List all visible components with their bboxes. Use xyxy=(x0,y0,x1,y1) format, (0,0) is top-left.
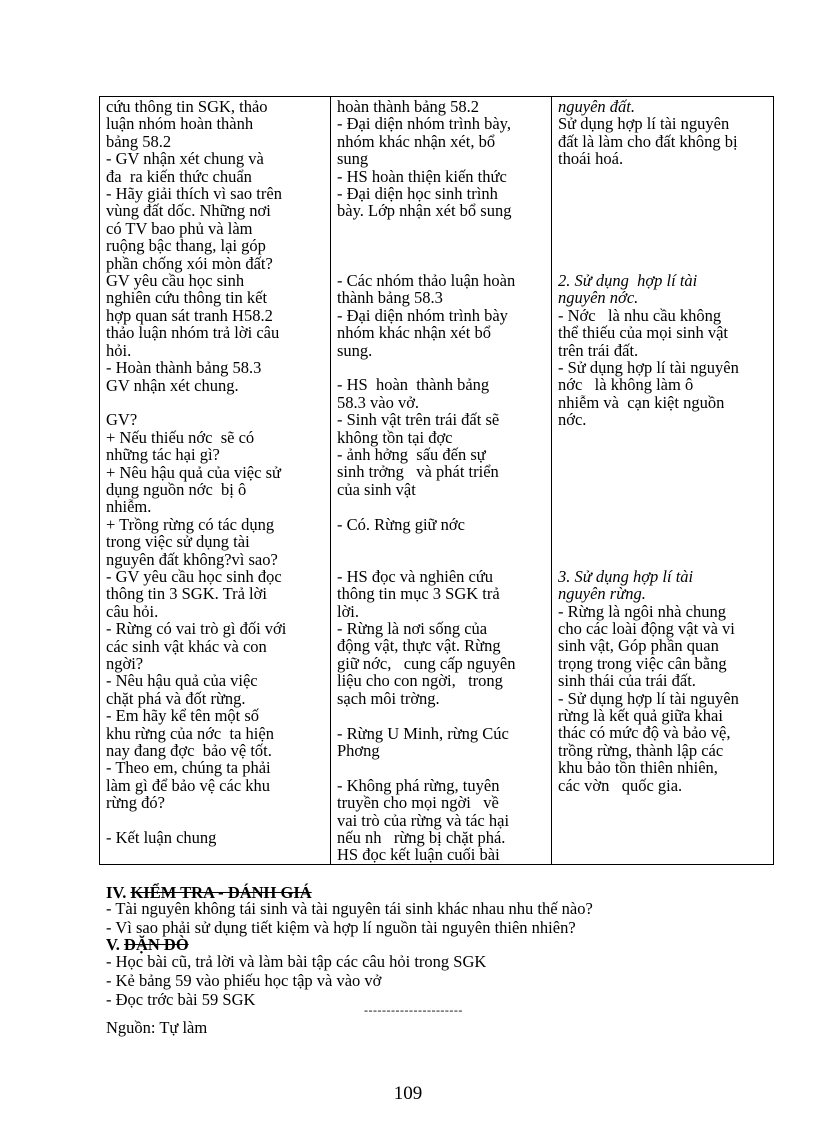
cell-text-line: - HS đọc và nghiên cứu xyxy=(337,566,494,586)
cell-text-line: - Em hãy kể tên một số xyxy=(106,706,260,726)
cell-text-line xyxy=(337,359,545,376)
cell-text-line: cứu thông tin SGK, thảo xyxy=(106,97,268,116)
cell-text-line xyxy=(337,220,545,237)
cell-text-line xyxy=(558,516,767,533)
cell-text-line: trọng trong việc cân bằng xyxy=(558,653,727,673)
section-5-line: - Học bài cũ, trả lời và làm bài tập các câu hỏi trong SGK xyxy=(106,952,487,971)
cell-text-line: + Trồng rừng có tác dụng xyxy=(106,514,275,534)
cell-text-line: - Đại diện nhóm trình bày xyxy=(337,305,508,325)
cell-text-line: chặt phá và đốt rừng. xyxy=(106,688,246,708)
cell-text-line xyxy=(558,429,767,446)
section-5-number: V. xyxy=(106,935,120,954)
cell-text-line xyxy=(558,202,767,219)
cell-text-line: cho các loài động vật và vi xyxy=(558,618,735,638)
cell-text-line: - Đại diện học sinh trình xyxy=(337,184,498,204)
cell-text-line: nguyên đất không?vì sao? xyxy=(106,549,278,569)
cell-text-line: rừng là kết quả giữa khai xyxy=(558,706,723,725)
cell-text-line xyxy=(106,812,324,829)
cell-text-line xyxy=(558,463,767,480)
cell-text-line: thảo luận nhóm trả lời câu xyxy=(106,323,280,343)
cell-text-line: GV yêu cầu học sinh xyxy=(106,271,245,291)
cell-text-line: + Nếu thiếu nớc sẽ có xyxy=(106,427,255,447)
page-number: 109 xyxy=(393,1083,423,1104)
cell-text-line: bảng 58.2 xyxy=(106,131,172,151)
cell-text-line: ngời? xyxy=(106,653,144,673)
table-row xyxy=(100,97,774,865)
cell-text-line: GV? xyxy=(106,410,138,430)
cell-text-line: GV nhận xét chung. xyxy=(106,375,239,395)
section-5-body xyxy=(106,952,486,1009)
cell-text-line: nếu nh rừng bị chặt phá. xyxy=(337,827,506,847)
cell-text-line: - Sử dụng hợp lí tài nguyên xyxy=(558,688,739,708)
source-note: Nguồn: Tự làm xyxy=(106,1018,208,1037)
cell-text-line: nhóm khác nhận xét, bổ xyxy=(337,131,496,151)
cell-text-line: nớc. xyxy=(558,410,587,430)
cell-text-line: đất là làm cho đất không bị xyxy=(558,131,738,151)
cell-text-line xyxy=(558,185,767,202)
cell-text-line xyxy=(558,168,767,185)
cell-text-line xyxy=(558,255,767,272)
cell-text-line: các vờn quốc gia. xyxy=(558,775,683,795)
cell-text-line: - GV yêu cầu học sinh đọc xyxy=(106,566,282,586)
cell-text-line: - Đại diện nhóm trình bày, xyxy=(337,114,511,134)
cell-text-line: - Kết luận chung xyxy=(106,828,217,848)
cell-text-line: nguyên nớc. xyxy=(558,288,639,308)
cell-text-line: thác có mức độ và bảo vệ, xyxy=(558,723,731,743)
cell-text-line: các sinh vật khác và con xyxy=(106,636,267,656)
cell-text-line: của sinh vật xyxy=(337,479,416,499)
cell-text-line: Phơng xyxy=(337,740,380,760)
cell-text-line: - Rừng là nơi sống của xyxy=(337,619,488,639)
section-4-title: KIỂM TRA - ĐÁNH GIÁ xyxy=(130,883,312,902)
cell-text-line: sinh trởng và phát triển xyxy=(337,462,499,482)
cell-text-line: nguyên rừng. xyxy=(558,584,646,604)
cell-text-line: - Sinh vật trên trái đất sẽ xyxy=(337,410,500,430)
cell-text-line: trên trái đất. xyxy=(558,340,639,360)
cell-text-line: giữ nớc, cung cấp nguyên xyxy=(337,653,516,673)
cell-text-line xyxy=(558,498,767,515)
section-4-line: - Tài nguyên không tái sinh và tài nguyên tái sinh khác nhau nhu thế nào? xyxy=(106,899,593,918)
cell-text-line: thông tin mục 3 SGK trả xyxy=(337,584,500,604)
cell-text-line xyxy=(337,255,545,272)
cell-text-line: rừng đó? xyxy=(106,793,165,813)
cell-text-line: hợp quan sát tranh H58.2 xyxy=(106,305,273,325)
cell-text-line: nhiễm và cạn kiệt nguồn xyxy=(558,392,725,412)
cell-text-line: - Rừng có vai trò gì đối với xyxy=(106,619,287,639)
cell-text-line xyxy=(558,550,767,567)
cell-text-line: nhiễm. xyxy=(106,497,152,517)
cell-text-line: trồng rừng, thành lập các xyxy=(558,740,724,760)
cell-text-line xyxy=(337,533,545,550)
cell-text-line: - Rừng U Minh, rừng Cúc xyxy=(337,723,509,743)
cell-text-line: - ảnh hởng sấu đến sự xyxy=(337,445,486,465)
cell-text-line: thành bảng 58.3 xyxy=(337,288,443,308)
cell-text-line: thoái hoá. xyxy=(558,149,624,169)
cell-text-line: - Nớc là nhu cầu không xyxy=(558,305,722,325)
cell-text-line: khu bảo tồn thiên nhiên, xyxy=(558,758,718,778)
cell-text-line: sinh vật, Góp phần quan xyxy=(558,636,719,656)
cell-text-line: thể thiếu của mọi sinh vật xyxy=(558,323,729,343)
cell-text-line: lời. xyxy=(337,601,360,621)
cell-text-line xyxy=(337,550,545,567)
cell-text-line: - Hoàn thành bảng 58.3 xyxy=(106,358,262,378)
cell-text-line: - GV nhận xét chung và xyxy=(106,149,264,169)
cell-text-line: HS đọc kết luận cuối bài xyxy=(337,845,500,865)
cell-text-line: - Sử dụng hợp lí tài nguyên xyxy=(558,358,739,377)
section-5-line: - Đọc trớc bài 59 SGK xyxy=(106,990,256,1009)
cell-text-line: khu rừng của nớc ta hiện xyxy=(106,723,274,743)
cell-text-line xyxy=(337,759,545,776)
cell-text-line: đa ra kiến thức chuẩn xyxy=(106,166,252,186)
content-column xyxy=(552,97,774,865)
cell-text-line: nớc là không làm ô xyxy=(558,375,694,395)
cell-text-line: động vật, thực vật. Rừng xyxy=(337,636,501,656)
cell-text-line: nguyên đất. xyxy=(558,97,635,116)
cell-text-line xyxy=(106,394,324,411)
cell-text-line: - Theo em, chúng ta phải xyxy=(106,758,271,778)
section-5-title: DẶN DÒ xyxy=(124,935,189,954)
cell-text-line: + Nêu hậu quả của việc sử xyxy=(106,462,281,482)
cell-text-line: truyền cho mọi ngời về xyxy=(337,793,499,813)
cell-text-line xyxy=(337,237,545,254)
cell-text-line: trong việc sử dụng tài xyxy=(106,532,250,552)
cell-text-line: sung xyxy=(337,149,369,169)
cell-text-line: hoàn thành bảng 58.2 xyxy=(337,97,480,116)
section-4-body xyxy=(106,899,593,937)
cell-text-line: vùng đất dốc. Những nơi xyxy=(106,201,271,221)
cell-text-line: những tác hại gì? xyxy=(106,445,220,465)
cell-text-line xyxy=(558,446,767,463)
section-4-line: - Vì sao phải sử dụng tiết kiệm và hợp lí nguồn tài nguyên thiên nhiên? xyxy=(106,918,576,937)
cell-text-line: làm gì để bảo vệ các khu xyxy=(106,775,271,795)
cell-text-line: - Hãy giải thích vì sao trên xyxy=(106,184,282,204)
cell-text-line xyxy=(337,707,545,724)
cell-text-line xyxy=(558,220,767,237)
teacher-activity-column xyxy=(100,97,331,865)
cell-text-line: - HS hoàn thiện kiến thức xyxy=(337,166,507,186)
cell-text-line: nay đang đợc bảo vệ tốt. xyxy=(106,741,272,761)
cell-text-line: nghiên cứu thông tin kết xyxy=(106,288,268,308)
cell-text-line: Sử dụng hợp lí tài nguyên xyxy=(558,114,730,134)
cell-text-line: - Có. Rừng giữ nớc xyxy=(337,514,465,534)
cell-text-line: nhóm khác nhận xét bổ xyxy=(337,323,491,343)
cell-text-line xyxy=(558,481,767,498)
cell-text-line: 2. Sử dụng hợp lí tài xyxy=(558,270,698,290)
cell-text-line: liệu cho con ngời, trong xyxy=(337,671,503,691)
cell-text-line xyxy=(558,237,767,254)
cell-text-line: phần chống xói mòn đất? xyxy=(106,253,273,273)
cell-text-line: sạch môi trờng. xyxy=(337,688,440,708)
lesson-table xyxy=(99,96,774,865)
cell-text-line: - Các nhóm thảo luận hoàn xyxy=(337,271,516,291)
cell-text-line: thông tin 3 SGK. Trả lời xyxy=(106,584,267,604)
section-5-line: - Kẻ bảng 59 vào phiếu học tập và vào vở xyxy=(106,971,382,990)
cell-text-line: không tồn tại đợc xyxy=(337,427,453,447)
cell-text-line xyxy=(558,533,767,550)
cell-text-line: - Rừng là ngôi nhà chung xyxy=(558,601,726,621)
cell-text-line: hỏi. xyxy=(106,340,132,360)
cell-text-line: có TV bao phủ và làm xyxy=(106,218,253,238)
section-4-number: IV. xyxy=(106,883,127,902)
cell-text-line xyxy=(337,498,545,515)
separator-line: ---------------------- xyxy=(364,1003,463,1017)
cell-text-line: bày. Lớp nhận xét bổ sung xyxy=(337,201,512,221)
cell-text-line: dụng nguồn nớc bị ô xyxy=(106,479,247,499)
cell-text-line: - Nêu hậu quả của việc xyxy=(106,671,258,691)
cell-text-line: sinh thái của trái đất. xyxy=(558,671,696,691)
cell-text-line: sung. xyxy=(337,340,373,360)
cell-text-line: 58.3 vào vở. xyxy=(337,392,420,412)
cell-text-line: câu hỏi. xyxy=(106,601,159,621)
cell-text-line: luận nhóm hoàn thành xyxy=(106,114,254,134)
cell-text-line: - Không phá rừng, tuyên xyxy=(337,775,500,795)
cell-text-line: ruộng bậc thang, lại góp xyxy=(106,236,266,256)
student-activity-column xyxy=(331,97,552,865)
cell-text-line: 3. Sử dụng hợp lí tài xyxy=(558,566,694,586)
cell-text-line: - HS hoàn thành bảng xyxy=(337,375,490,395)
cell-text-line: vai trò của rừng và tác hại xyxy=(337,810,510,830)
